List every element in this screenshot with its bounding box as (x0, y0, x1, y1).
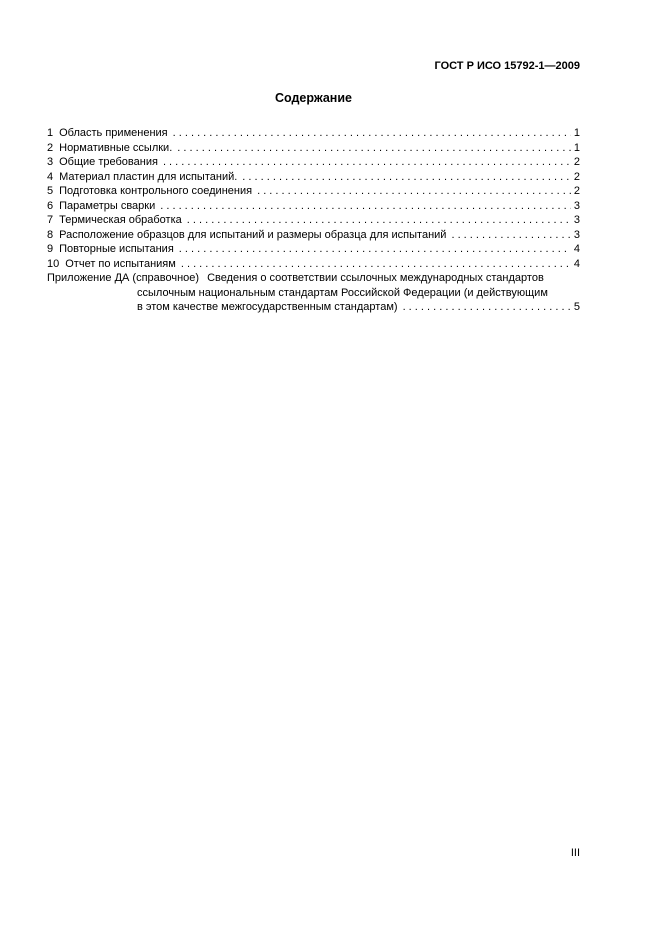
footer-page-number: III (570, 847, 580, 859)
dot-leader (163, 155, 571, 170)
dot-leader (177, 141, 571, 156)
toc-entry (47, 170, 580, 185)
appendix-text-line1: Сведения о соответствии ссылочных международных стандартов (207, 272, 544, 284)
toc-entry-number: 5 (47, 185, 54, 197)
toc-entry-number: 6 (47, 199, 54, 212)
toc-entry-page: 1 (573, 141, 580, 154)
toc-entry (47, 141, 580, 156)
toc-entry-number: 10 (47, 257, 60, 270)
toc-entry-number: 3 (47, 156, 54, 168)
toc-entry-page: 2 (573, 156, 580, 168)
toc-entry-number: 9 (47, 243, 54, 255)
toc-entry (47, 242, 580, 257)
dot-leader (160, 199, 571, 214)
toc-entry-label: Расположение образцов для испытаний и размеры образца для испытаний (59, 228, 447, 241)
toc-appendix-line2: ссылочным национальным стандартам Российской Федерации (и действующим (137, 286, 548, 299)
dot-leader (187, 213, 571, 228)
toc-entry-number: 7 (47, 214, 54, 226)
toc-entry (47, 213, 580, 228)
toc-entry-page: 3 (573, 199, 580, 212)
toc-entry-label: Нормативные ссылки. (59, 141, 173, 154)
dot-leader (181, 257, 571, 272)
toc-entry-page: 1 (573, 127, 580, 139)
toc-entry (47, 257, 580, 272)
appendix-prefix: Приложение ДА (справочное) (47, 272, 200, 284)
dot-leader (179, 242, 571, 257)
page-content (0, 0, 661, 315)
toc-appendix-line3 (47, 300, 580, 315)
toc-entry-label: Область применения (59, 127, 168, 139)
dot-leader (403, 300, 571, 315)
toc-entry (47, 228, 580, 243)
toc-entry-label: Повторные испытания (59, 243, 174, 255)
toc-entry-label: Подготовка контрольного соединения (59, 185, 253, 197)
toc-entry-page: 2 (573, 170, 580, 183)
toc-entry-page: 2 (573, 185, 580, 197)
toc-entry (47, 155, 580, 170)
toc-entry-page: 3 (573, 214, 580, 226)
toc-entry-page: 3 (573, 228, 580, 241)
appendix-text-line3: в этом качестве межгосударственным стандартам) (137, 301, 398, 313)
toc-appendix-entry (47, 271, 580, 315)
appendix-page-number: 5 (573, 301, 580, 313)
toc-entry-label: Отчет по испытаниям (65, 257, 176, 270)
dot-leader (173, 126, 571, 141)
dot-leader (242, 170, 571, 185)
toc-entry-number: 1 (47, 127, 54, 139)
toc-entry-label: Параметры сварки (59, 199, 156, 212)
page-title: Содержание (274, 91, 352, 105)
toc-entry-number: 8 (47, 228, 54, 241)
toc-entry (47, 126, 580, 141)
table-of-contents (47, 126, 580, 315)
toc-appendix-line1 (47, 271, 580, 286)
toc-entry (47, 199, 580, 214)
toc-entry-number: 2 (47, 141, 54, 154)
toc-entry-label: Общие требования (59, 156, 158, 168)
toc-entry-label: Материал пластин для испытаний. (59, 170, 238, 183)
dot-leader (257, 184, 571, 199)
toc-entry-label: Термическая обработка (59, 214, 182, 226)
toc-entry-number: 4 (47, 170, 54, 183)
toc-entry-page: 4 (573, 257, 580, 270)
toc-entry-page: 4 (573, 243, 580, 255)
document-number: ГОСТ Р ИСО 15792-1—2009 (434, 60, 580, 72)
toc-entry (47, 184, 580, 199)
dot-leader (451, 228, 570, 243)
